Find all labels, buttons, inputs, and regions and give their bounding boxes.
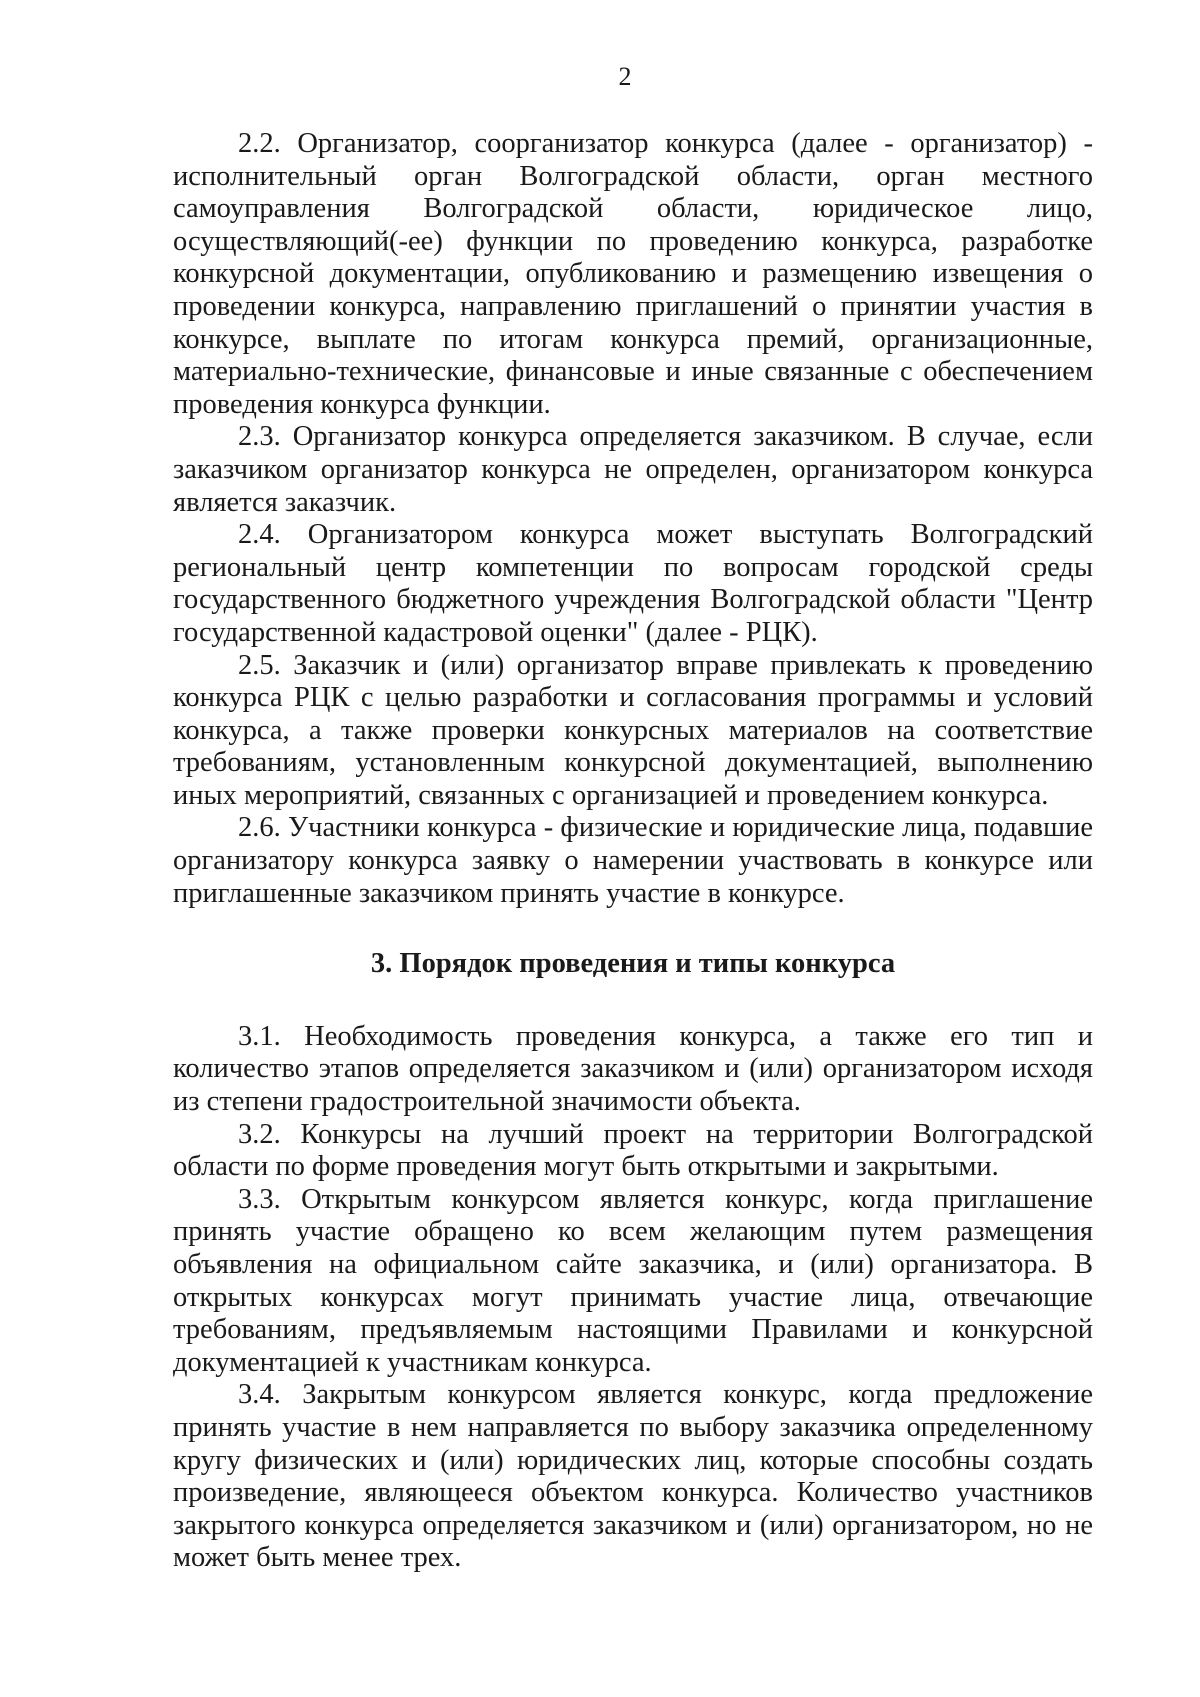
- document-body: [173, 128, 1093, 1575]
- paragraph-2-2: 2.2. Организатор, соорганизатор конкурса (далее - организатор) - исполнительный орган Волгоградской области, орган местного самоуправления Волгоградской области, юридическое лицо, осуществляющий(-ее) функции по проведению конкурса, разработке конкурсной документации, опубликованию и размещению извещения о проведении конкурса, направлению приглашений о принятии участия в конкурсе, выплате по итогам конкурса премий, организационные, материально-технические, финансовые и иные связанные с обеспечением проведения конкурса функции.: [173, 128, 1093, 420]
- paragraph-2-4: 2.4. Организатором конкурса может выступать Волгоградский региональный центр компетенции по вопросам городской среды государственного бюджетного учреждения Волгоградской области "Центр государственной кадастровой оценки" (далее - РЦК).: [173, 519, 1093, 648]
- paragraph-3-1: 3.1. Необходимость проведения конкурса, а также его тип и количество этапов определяется заказчиком и (или) организатором исходя из степени градостроительной значимости объекта.: [173, 1020, 1093, 1118]
- paragraph-2-3: 2.3. Организатор конкурса определяется заказчиком. В случае, если заказчиком организатор конкурса не определен, организатором конкурса является заказчик.: [173, 421, 1093, 518]
- page-number: 2: [618, 62, 632, 91]
- paragraph-2-6: 2.6. Участники конкурса - физические и юридические лица, подавшие организатору конкурса заявку о намерении участвовать в конкурсе или приглашенные заказчиком принять участие в конкурсе.: [173, 812, 1093, 909]
- paragraph-2-5: 2.5. Заказчик и (или) организатор вправе привлекать к проведению конкурса РЦК с целью разработки и согласования программы и условий конкурса, а также проверки конкурсных материалов на соответствие требованиям, установленным конкурсной документацией, выполнению иных мероприятий, связанных с организацией и проведением конкурса.: [173, 649, 1093, 811]
- section-heading: 3. Порядок проведения и типы конкурса: [370, 948, 896, 980]
- paragraph-3-2: 3.2. Конкурсы на лучший проект на территории Волгоградской области по форме проведения могут быть открытыми и закрытыми.: [173, 1118, 1093, 1183]
- paragraph-3-3: 3.3. Открытым конкурсом является конкурс, когда приглашение принять участие обращено ко всем желающим путем размещения объявления на официальном сайте заказчика, и (или) организатора. В открытых конкурсах могут принимать участие лица, отвечающие требованиям, предъявляемым настоящими Правилами и конкурсной документацией к участникам конкурса.: [173, 1183, 1093, 1378]
- paragraph-3-4: 3.4. Закрытым конкурсом является конкурс, когда предложение принять участие в нем направляется по выбору заказчика определенному кругу физических и (или) юридических лиц, которые способны создать произведение, являющееся объектом конкурса. Количество участников закрытого конкурса определяется заказчиком и (или) организатором, но не может быть менее трех.: [173, 1379, 1093, 1574]
